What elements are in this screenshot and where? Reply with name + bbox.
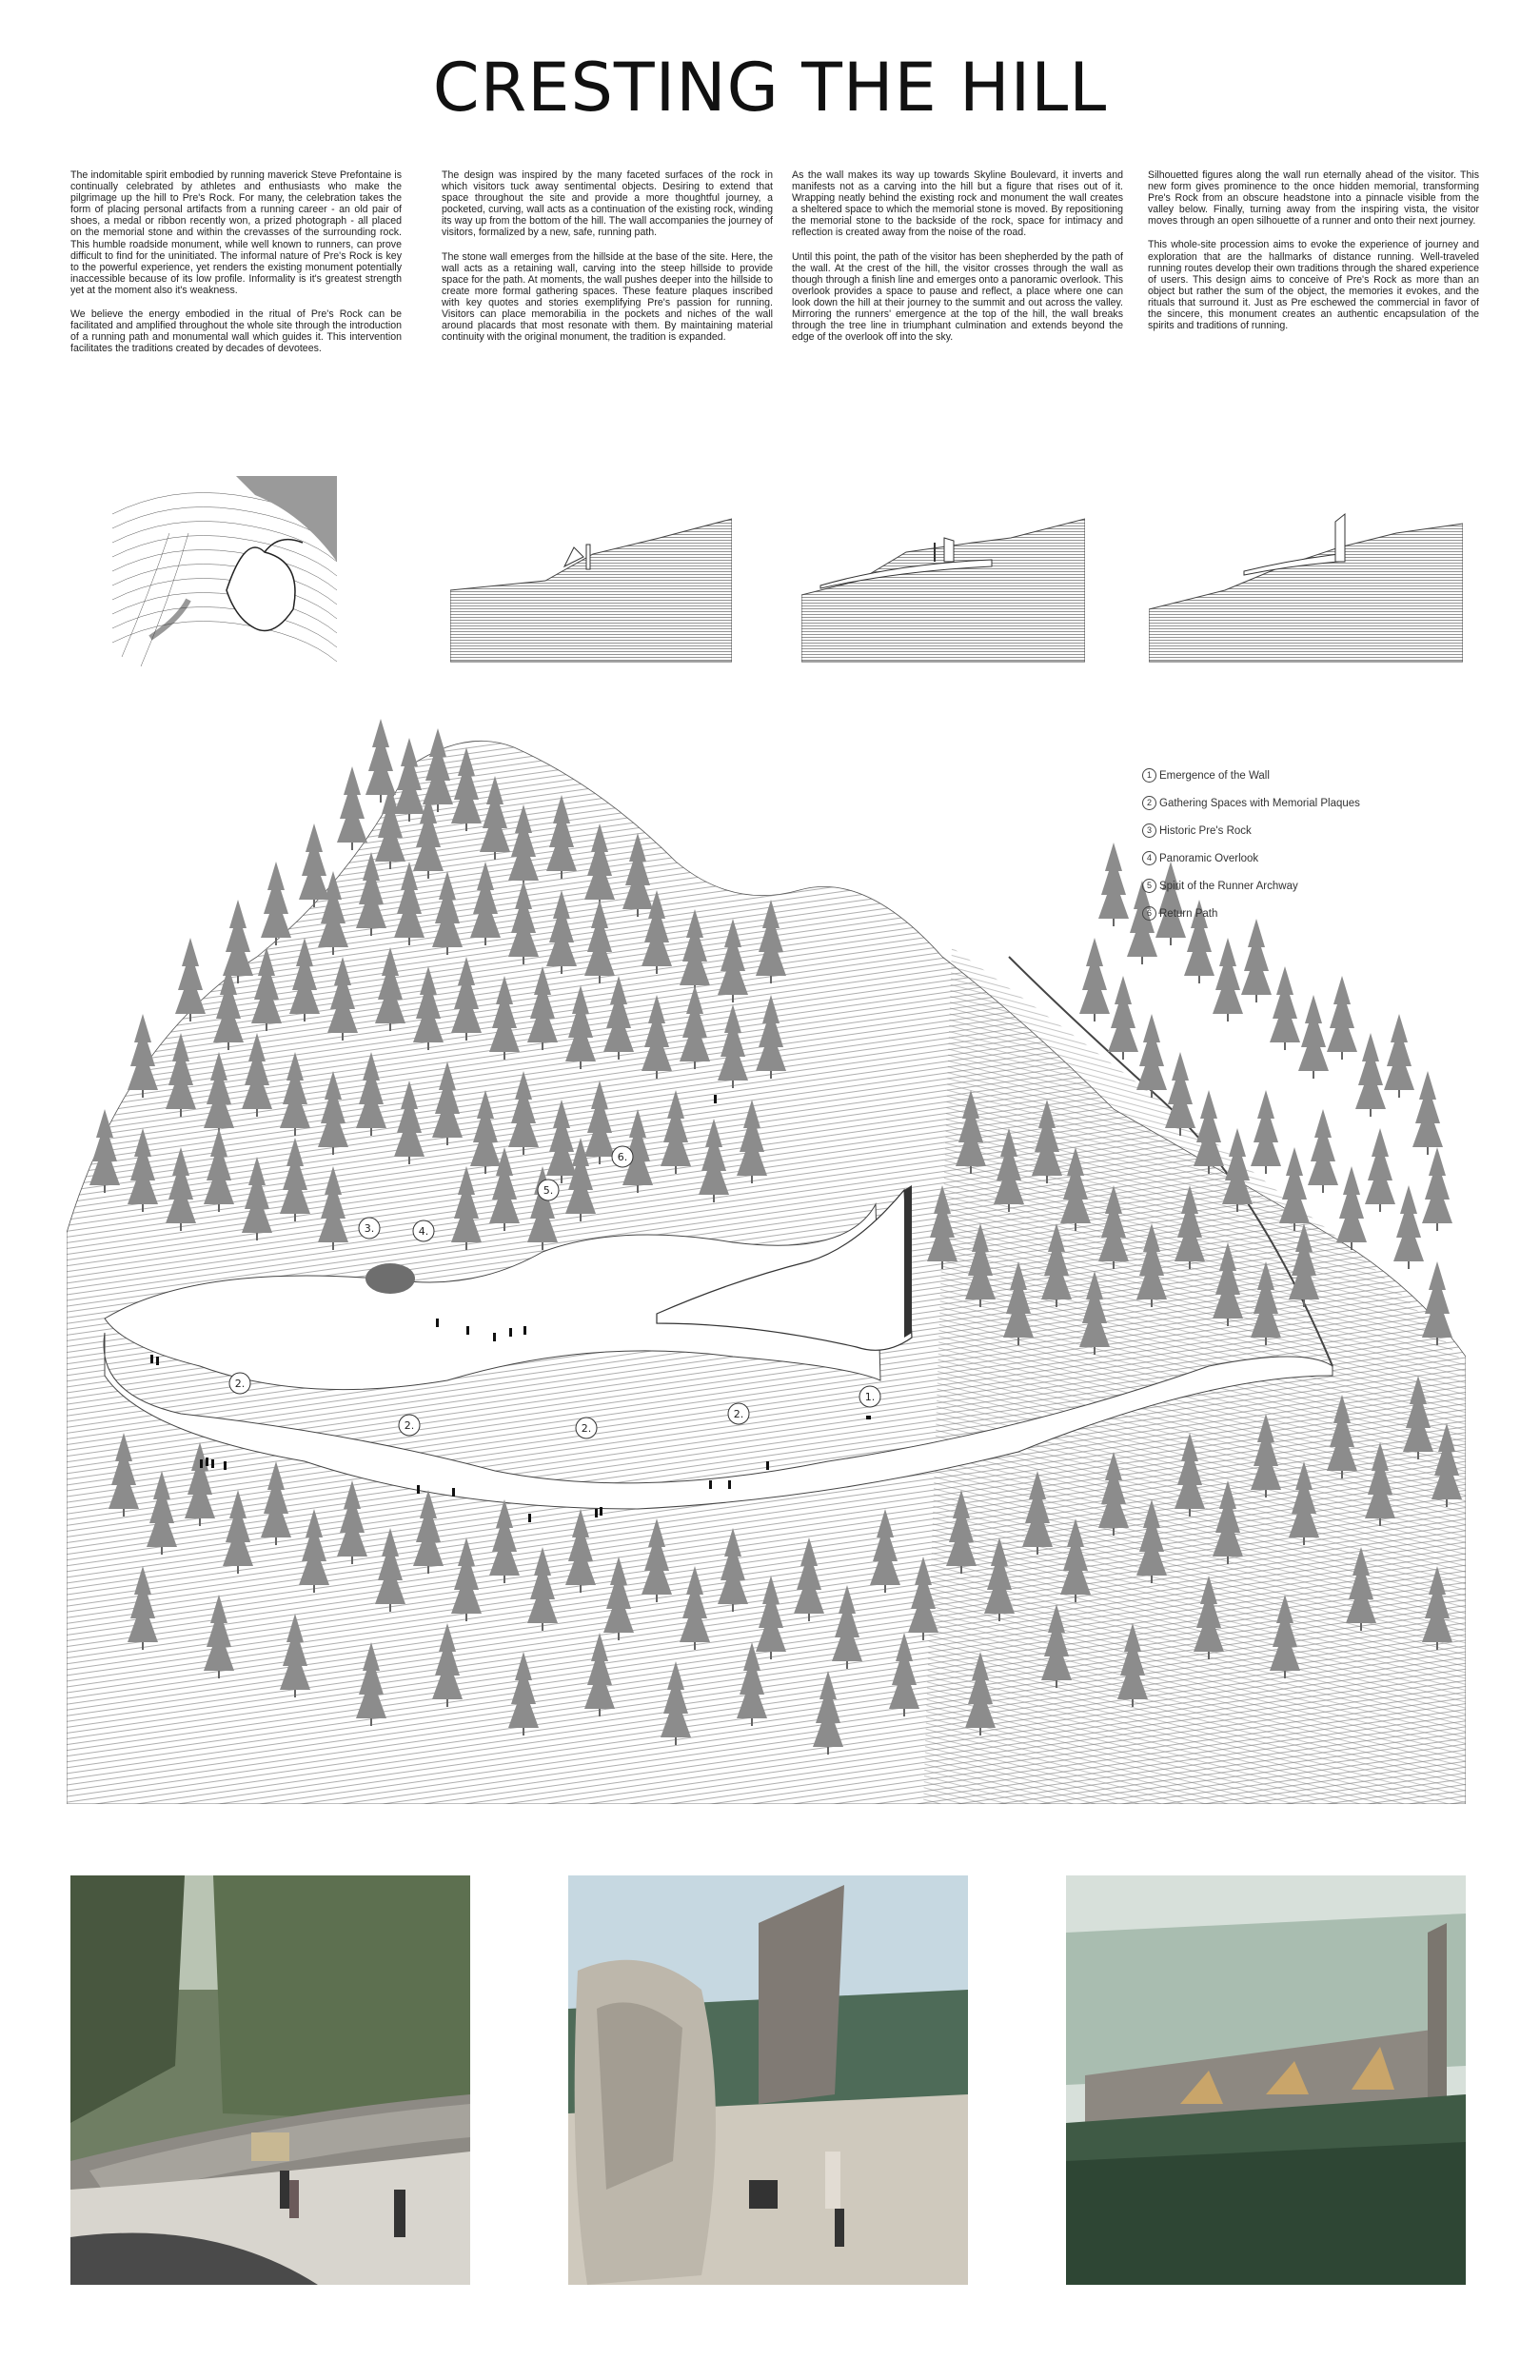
paragraph: The stone wall emerges from the hillside at the base of the site. Here, the wall acts as a retaining wall, carving into the steep hillside to provide space for the path. At moments, the wall pushes deeper into the hillside to create more formal gathering spaces. These feature plaques inscribed with key quotes and stories exemplifying Pre's passion for running. Visitors can place memorabilia in the pockets and niches of the wall around placards that most resonate with them. By maintaining material continuity with the original monument, the tradition is expanded. [442, 250, 773, 344]
site-marker [413, 1220, 434, 1241]
legend-label: Historic Pre's Rock [1159, 824, 1252, 837]
paragraph: The design was inspired by the many faceted surfaces of the rock in which visitors tuck away sentimental objects. Desiring to extend that space throughout the site and provide a more thoughtful journey, a pocketed, curving, wall acts as a continuation of the existing rock, winding its way up from the bottom of the hill. The wall accompanies the journey of visitors, formalized by a new, safe, running path. [442, 169, 773, 239]
svg-text:1.: 1. [864, 1391, 876, 1403]
text-column-4 [1148, 169, 1479, 344]
legend-label: Gathering Spaces with Memorial Plaques [1159, 797, 1360, 809]
render-pres-rock [568, 1875, 968, 2285]
svg-text:2.: 2. [733, 1408, 744, 1420]
site-marker [859, 1386, 880, 1407]
poster-title: CRESTING THE HILL [432, 49, 1108, 127]
legend-item [1142, 872, 1360, 900]
svg-text:2.: 2. [234, 1378, 246, 1390]
paragraph: Silhouetted figures along the wall run eternally ahead of the visitor. This new form gives prominence to the once hidden memorial, transforming Pre's Rock from an obscure headstone into a pinnacle visible from the valley below. Finally, turning away from the inspiring vista, the visitor moves through an open silhouette of a runner and onto their next journey. [1148, 169, 1479, 228]
site-marker [612, 1146, 633, 1167]
contour-plan-diagram [112, 476, 337, 666]
section-diagram-3 [1149, 476, 1463, 666]
svg-text:4.: 4. [418, 1225, 429, 1238]
site-legend [1142, 762, 1360, 927]
text-column-3 [792, 169, 1123, 355]
paragraph: This whole-site procession aims to evoke the experience of journey and exploration that are the hallmarks of distance running. Well-traveled running routes develop their own traditions through the shared experience of users. This design aims to conceive of Pre's Rock as more than an object but rather the sum of the object, the memories it evokes, and the rituals that surround it. Just as Pre eschewed the commercial in favor of the sincere, this monument creates an authentic encapsulation of the spirits and traditions of running. [1148, 239, 1479, 332]
svg-text:2.: 2. [581, 1422, 592, 1435]
section-diagram-2 [801, 476, 1085, 666]
site-marker [728, 1403, 749, 1424]
site-marker [229, 1373, 250, 1394]
paragraph: As the wall makes its way up towards Skyline Boulevard, it inverts and manifests not as a carving into the hill but a figure that rises out of it. Wrapping neatly behind the existing rock and monument the wall creates a sheltered space to which the memorial stone is moved. By repositioning the memorial stone to the backside of the rock, space for intimacy and reflection is created away from the noise of the road. [792, 169, 1123, 239]
legend-number: 3 [1142, 823, 1156, 838]
legend-number: 6 [1142, 906, 1156, 921]
site-marker [538, 1180, 559, 1200]
text-column-2 [442, 169, 773, 355]
legend-number: 2 [1142, 796, 1156, 810]
svg-text:6.: 6. [617, 1151, 628, 1163]
legend-item [1142, 789, 1360, 817]
legend-item [1142, 844, 1360, 872]
svg-text:2.: 2. [404, 1419, 415, 1432]
legend-label: Emergence of the Wall [1159, 769, 1270, 782]
legend-item [1142, 817, 1360, 844]
site-marker [359, 1218, 380, 1239]
legend-number: 5 [1142, 879, 1156, 893]
legend-item [1142, 900, 1360, 927]
paragraph: The indomitable spirit embodied by running maverick Steve Prefontaine is continually celebrated by athletes and enthusiasts who make the pilgrimage up the hill to Pre's Rock. For many, the celebration takes the form of placing personal artifacts from a running career - an old pair of shoes, a medal or ribbon recently won, a prized photograph - all placed on the memorial stone and within the crevasses of the surrounding rock. This humble roadside monument, while well known to runners, can prove difficult to find for the uninitiated. The informal nature of Pre's Rock is key to the powerful experience, yet renders the existing monument potentially inaccessible because of its low profile. Informality is it's greatest strength yet at the moment also it's weakness. [70, 169, 402, 296]
paragraph: Until this point, the path of the visitor has been shepherded by the path of the wall. At the crest of the hill, the visitor crosses through the wall as though through a finish line and emerges onto a panoramic overlook. This overlook provides a space to pause and reflect, a place where one can look down the hill at their journey to the summit and out across the valley. Mirroring the runners' emergence at the top of the hill, the wall breaks through the tree line in triumphant culmination and extends beyond the edge of the overlook off into the sky. [792, 250, 1123, 344]
legend-number: 4 [1142, 851, 1156, 865]
svg-text:5.: 5. [543, 1184, 554, 1197]
legend-label: Spirit of the Runner Archway [1159, 880, 1298, 892]
site-marker [399, 1415, 420, 1436]
legend-item [1142, 762, 1360, 789]
legend-label: Panoramic Overlook [1159, 852, 1259, 864]
text-column-1 [70, 169, 402, 367]
render-roadside-wall [70, 1875, 470, 2285]
paragraph: We believe the energy embodied in the ritual of Pre's Rock can be facilitated and amplified throughout the whole site through the introduction of a running path and monumental wall which guides it. This intervention facilitates the traditions created by decades of devotees. [70, 308, 402, 355]
render-runner-archway [1066, 1875, 1466, 2285]
legend-number: 1 [1142, 768, 1156, 783]
section-diagram-1 [450, 476, 732, 666]
svg-text:3.: 3. [364, 1222, 375, 1235]
site-marker [576, 1418, 597, 1438]
legend-label: Return Path [1159, 907, 1218, 920]
